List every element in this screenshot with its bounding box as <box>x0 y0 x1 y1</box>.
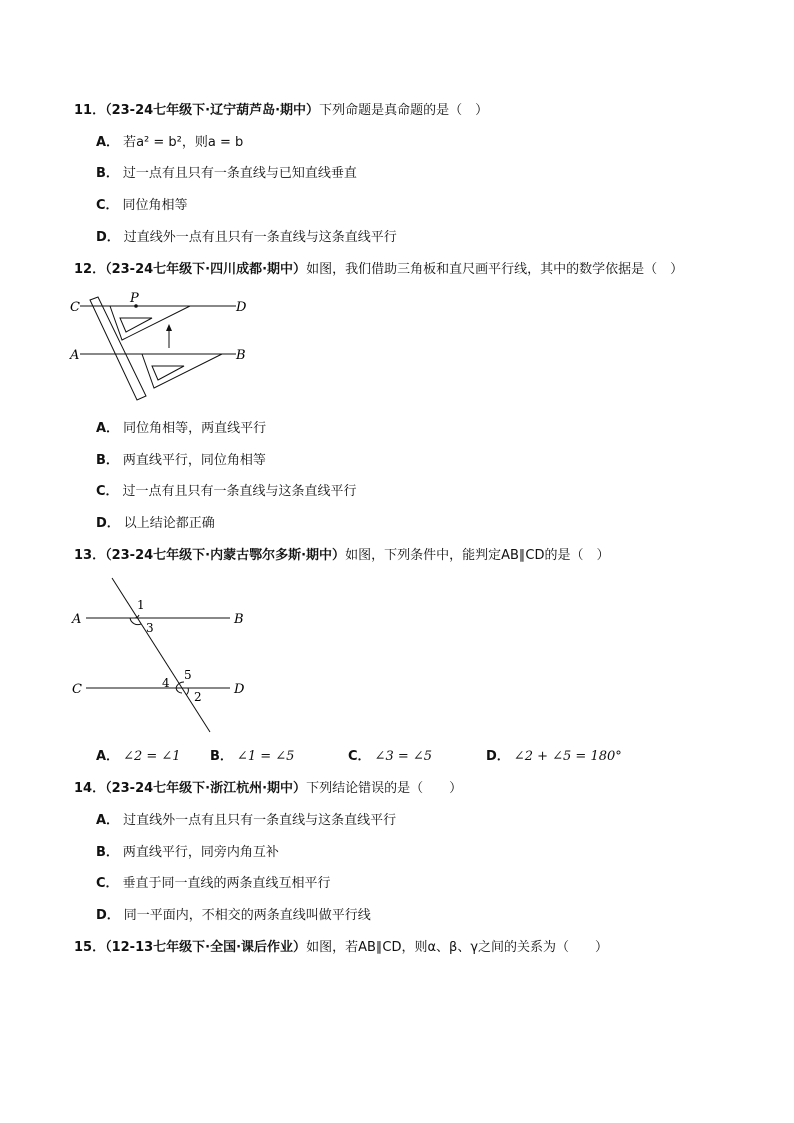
question-13 <box>74 547 609 565</box>
option-label: A． <box>96 813 120 828</box>
option-label: C． <box>96 198 119 213</box>
option-text: 若a² = b²，则a = b <box>123 135 244 150</box>
question-source: （23-24七年级下·四川成都·期中） <box>105 262 307 277</box>
label-p: P <box>130 291 139 306</box>
option-text: ∠2 = ∠1 <box>123 749 181 764</box>
question-number: 11． <box>74 103 106 118</box>
angle-label-4: 4 <box>162 676 170 690</box>
option-d[interactable] <box>96 229 397 247</box>
transversal <box>112 578 210 732</box>
option-text: 垂直于同一直线的两条直线互相平行 <box>122 876 331 891</box>
question-source: （12-13七年级下·全国·课后作业） <box>105 940 307 955</box>
option-label: D． <box>96 230 120 245</box>
option-text: 过一点有且只有一条直线与已知直线垂直 <box>122 166 357 181</box>
option-text: 同位角相等，两直线平行 <box>123 421 267 436</box>
option-text: 过一点有且只有一条直线与这条直线平行 <box>122 484 357 499</box>
label-b: B <box>234 612 244 627</box>
option-text: ∠3 = ∠5 <box>374 749 433 764</box>
option-a[interactable] <box>96 420 266 438</box>
question-stem: 如图，若AB∥CD，则α、β、γ之间的关系为（ ） <box>306 940 609 955</box>
option-text: 以上结论都正确 <box>123 516 215 531</box>
option-label: C． <box>348 749 371 764</box>
option-c[interactable] <box>96 483 357 501</box>
question-stem: 如图，下列条件中，能判定AB∥CD的是（ ） <box>345 548 610 563</box>
option-text: 同位角相等 <box>122 198 188 213</box>
angle-label-3: 3 <box>146 621 154 635</box>
option-b[interactable] <box>210 748 294 766</box>
option-a[interactable] <box>96 812 396 830</box>
option-b[interactable] <box>96 165 357 183</box>
question-number: 12． <box>74 262 106 277</box>
question-stem: 下列结论错误的是（ ） <box>306 781 463 796</box>
option-label: C． <box>96 484 119 499</box>
option-a[interactable] <box>96 748 181 766</box>
question-12 <box>74 261 683 279</box>
option-text: 过直线外一点有且只有一条直线与这条直线平行 <box>123 813 397 828</box>
label-a: A <box>72 612 82 627</box>
option-d[interactable] <box>96 907 371 925</box>
option-label: B． <box>96 453 119 468</box>
label-c: C <box>70 300 80 315</box>
option-label: A． <box>96 421 120 436</box>
question-source: （23-24七年级下·内蒙古鄂尔多斯·期中） <box>105 548 346 563</box>
option-c[interactable] <box>96 875 331 893</box>
question-source: （23-24七年级下·辽宁葫芦岛·期中） <box>105 103 320 118</box>
label-c: C <box>72 682 82 697</box>
label-b: B <box>236 348 246 363</box>
option-text: 两直线平行，同位角相等 <box>122 453 266 468</box>
option-d[interactable] <box>96 515 215 533</box>
angle-arc-4 <box>176 688 182 693</box>
option-label: D． <box>486 749 510 764</box>
option-label: B． <box>96 166 119 181</box>
option-label: A． <box>96 749 120 764</box>
option-label: B． <box>210 749 233 764</box>
option-d[interactable] <box>486 748 622 766</box>
option-label: C． <box>96 876 119 891</box>
parallel-lines-figure <box>60 572 260 737</box>
question-number: 13． <box>74 548 106 563</box>
question-15 <box>74 939 608 957</box>
option-text: ∠1 = ∠5 <box>236 749 295 764</box>
option-b[interactable] <box>96 452 266 470</box>
option-a[interactable] <box>96 134 243 152</box>
option-text: 过直线外一点有且只有一条直线与这条直线平行 <box>123 230 397 245</box>
option-text: ∠2 + ∠5 = 180° <box>513 749 622 764</box>
option-text: 同一平面内，不相交的两条直线叫做平行线 <box>123 908 371 923</box>
option-label: A． <box>96 135 120 150</box>
question-source: （23-24七年级下·浙江杭州·期中） <box>105 781 307 796</box>
option-label: B． <box>96 845 119 860</box>
option-c[interactable] <box>348 748 432 766</box>
angle-label-2: 2 <box>194 690 202 704</box>
option-c[interactable] <box>96 197 188 215</box>
option-text: 两直线平行，同旁内角互补 <box>122 845 279 860</box>
ruler-triangle-figure <box>60 288 260 408</box>
question-11 <box>74 102 488 120</box>
angle-label-5: 5 <box>184 668 192 682</box>
question-number: 15． <box>74 940 106 955</box>
question-stem: 如图，我们借助三角板和直尺画平行线，其中的数学依据是（ ） <box>306 262 684 277</box>
option-label: D． <box>96 908 120 923</box>
question-stem: 下列命题是真命题的是（ ） <box>319 103 489 118</box>
question-14 <box>74 780 462 798</box>
question-number: 14． <box>74 781 106 796</box>
label-a: A <box>70 348 80 363</box>
option-label: D． <box>96 516 120 531</box>
label-d: D <box>234 682 245 697</box>
option-b[interactable] <box>96 844 279 862</box>
angle-label-1: 1 <box>137 598 145 612</box>
label-d: D <box>236 300 247 315</box>
